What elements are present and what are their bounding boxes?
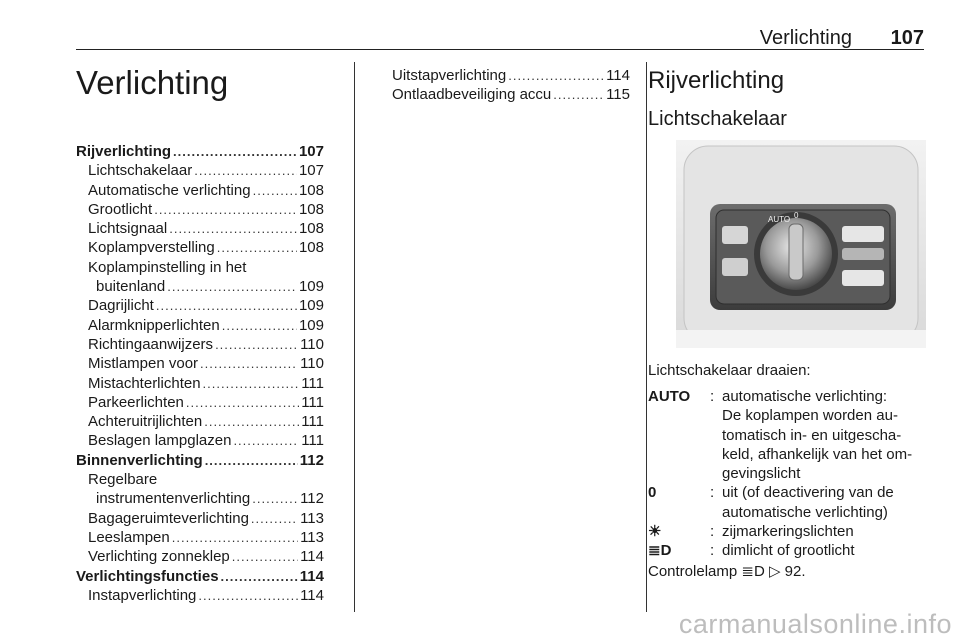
toc-entry-title: Achteruitrijlichten [88, 413, 203, 431]
definition-key: 0 [648, 484, 657, 502]
toc-entry-title: Automatische verlichting [88, 181, 251, 199]
toc-entry: Koplampinstelling in het [88, 258, 247, 276]
toc-leader [167, 277, 297, 296]
toc-entry-page: 111 [301, 432, 324, 450]
definition-line: De koplampen worden au- [722, 407, 898, 425]
chapter-title: Verlichting [76, 64, 229, 101]
toc-entry-page: 111 [301, 374, 324, 392]
header-rule [76, 49, 924, 50]
definition-line: uit (of deactivering van de [722, 484, 894, 502]
definition-key: ☀ [648, 523, 662, 541]
toc-entry-page: 109 [298, 278, 324, 296]
toc-entry-title: Binnenverlichting [76, 451, 203, 469]
toc-leader [203, 374, 300, 393]
toc-leader [553, 85, 604, 104]
toc-entry [76, 238, 324, 257]
running-title: Verlichting [759, 27, 852, 49]
off-label: 0 [794, 211, 799, 220]
toc-entry [76, 567, 324, 586]
definition-item [648, 541, 928, 560]
definition-value [722, 387, 928, 483]
toc-entry-page: 115 [606, 86, 630, 104]
definition-key: AUTO [648, 388, 691, 405]
toc-entry-page: 112 [300, 490, 324, 508]
toc-entry-page: 114 [300, 586, 324, 604]
toc-entry [380, 66, 630, 85]
table-of-contents [76, 142, 324, 605]
toc-leader [186, 393, 299, 412]
toc-entry-page: 114 [299, 567, 324, 585]
toc-entry-title: Ontlaadbeveiliging accu [392, 86, 552, 104]
toc-entry [76, 489, 324, 508]
definition-colon: : [710, 388, 715, 405]
toc-entry [76, 393, 324, 412]
toc-entry-page: 113 [300, 528, 324, 546]
definition-value [722, 522, 928, 541]
toc-leader [253, 181, 297, 200]
toc-entry-title: Parkeerlichten [88, 393, 184, 411]
controle-lamp-reference: Controlelamp ≣D ▷ 92. [648, 563, 806, 580]
toc-leader [194, 161, 297, 180]
toc-entry-page: 110 [300, 355, 324, 373]
definition-colon: : [710, 523, 715, 541]
toc-entry-title: Mistlampen voor [88, 355, 199, 373]
toc-entry [76, 509, 324, 528]
toc-entry-page: 114 [300, 548, 324, 566]
toc-entry-page: 110 [300, 335, 324, 353]
toc-entry-title: instrumentenverlichting [96, 490, 251, 508]
toc-entry [76, 431, 324, 450]
table-of-contents-continued [380, 66, 630, 105]
toc-entry-title: Uitstapverlichting [392, 67, 507, 84]
toc-leader [232, 547, 298, 566]
toc-entry-title: buitenland [96, 278, 166, 296]
definition-line: automatische verlichting: [722, 388, 888, 405]
caption: Lichtschakelaar draaien: [648, 362, 811, 379]
auto-label: AUTO [768, 215, 791, 224]
toc-entry-title: Bagageruimteverlichting [88, 509, 249, 527]
toc-leader [252, 489, 298, 508]
toc-leader [205, 451, 298, 470]
toc-entry-title: Leeslampen [88, 528, 170, 546]
toc-entry [76, 181, 324, 200]
page-header [76, 24, 924, 50]
definition-line: zijmarkeringslichten [722, 523, 854, 541]
toc-leader [233, 431, 299, 450]
toc-leader [173, 142, 297, 161]
toc-entry-title: Mistachterlichten [88, 374, 201, 392]
toc-entry-title: Beslagen lampglazen [88, 432, 232, 450]
toc-entry-title: Grootlicht [88, 200, 153, 218]
toc-entry [76, 296, 324, 315]
toc-entry [76, 200, 324, 219]
content-column [648, 64, 928, 132]
toc-entry-title: Verlichting zonneklep [88, 548, 230, 566]
toc-entry [76, 277, 324, 296]
toc-entry-page: 113 [300, 509, 324, 527]
toc-entry-title: Verlichtingsfuncties [76, 567, 219, 585]
light-switch-photo [676, 140, 926, 348]
toc-entry [76, 335, 324, 354]
column-divider-1 [354, 62, 355, 612]
definition-line: keld, afhankelijk van het om- [722, 445, 913, 463]
toc-leader [200, 354, 298, 373]
toc-entry [76, 547, 324, 566]
toc-entry-title: Lichtschakelaar [88, 162, 193, 180]
toc-entry [76, 586, 324, 605]
definition-colon: : [710, 484, 715, 502]
definition-value [722, 483, 928, 522]
toc-entry-page: 112 [299, 451, 324, 469]
toc-entry-page: 108 [298, 220, 324, 238]
definition-colon: : [710, 542, 715, 560]
definition-item [648, 483, 928, 522]
section-heading: Rijverlichting [648, 67, 785, 94]
definition-line: dimlicht of grootlicht [722, 542, 855, 560]
toc-leader [204, 412, 299, 431]
toc-leader [169, 219, 297, 238]
toc-leader [508, 66, 604, 85]
toc-leader [215, 335, 298, 354]
toc-entry-page: 109 [298, 316, 324, 334]
column-divider-2 [646, 62, 647, 612]
toc-entry-title: Koplampverstelling [88, 239, 215, 257]
toc-leader [154, 200, 297, 219]
toc-entry [76, 161, 324, 180]
toc-entry-page: 108 [298, 200, 324, 218]
definition-value [722, 541, 928, 560]
definition-item [648, 387, 928, 483]
watermark: carmanualsonline.info [678, 609, 952, 639]
toc-entry [76, 412, 324, 431]
definition-item [648, 522, 928, 541]
definition-key: ≣D [648, 542, 672, 560]
toc-entry [76, 316, 324, 335]
toc-entry-title: Lichtsignaal [88, 220, 168, 238]
toc-column-2 [380, 66, 630, 105]
definition-line: automatische verlichting) [722, 503, 888, 521]
toc-entry-page: 107 [298, 143, 324, 160]
toc-leader [221, 567, 298, 586]
toc-entry-page: 107 [298, 162, 324, 180]
toc-leader [251, 509, 298, 528]
toc-entry [76, 142, 324, 161]
toc-entry [76, 219, 324, 238]
toc-entry-page: 108 [298, 181, 324, 199]
toc-entry [76, 354, 324, 373]
toc-leader [217, 238, 297, 257]
toc-entry-title: Rijverlichting [76, 143, 172, 160]
toc-entry-title: Dagrijlicht [88, 297, 154, 315]
toc-leader [172, 528, 298, 547]
toc-column-1 [76, 64, 324, 605]
toc-leader [156, 296, 297, 315]
toc-leader [222, 316, 297, 335]
toc-entry-page: 111 [301, 413, 324, 431]
toc-entry-page: 111 [301, 393, 324, 411]
switch-positions-list [648, 387, 928, 561]
toc-entry-page: 114 [606, 67, 630, 84]
definition-line: gevingslicht [722, 465, 801, 483]
toc-entry [76, 528, 324, 547]
toc-entry [76, 451, 324, 470]
toc-entry-title: Alarmknipperlichten [88, 316, 220, 334]
toc-entry-title: Instapverlichting [88, 586, 197, 604]
toc-entry-page: 109 [298, 297, 324, 315]
subsection-heading: Lichtschakelaar [648, 108, 787, 130]
page-number: 107 [890, 27, 924, 49]
toc-entry-page: 108 [298, 239, 324, 257]
toc-entry-title: Richtingaanwijzers [88, 335, 214, 353]
toc-entry [76, 374, 324, 393]
toc-entry [380, 85, 630, 104]
toc-entry: Regelbare [88, 471, 158, 489]
toc-leader [198, 586, 298, 605]
definition-line: tomatisch in- en uitgescha- [722, 426, 902, 444]
